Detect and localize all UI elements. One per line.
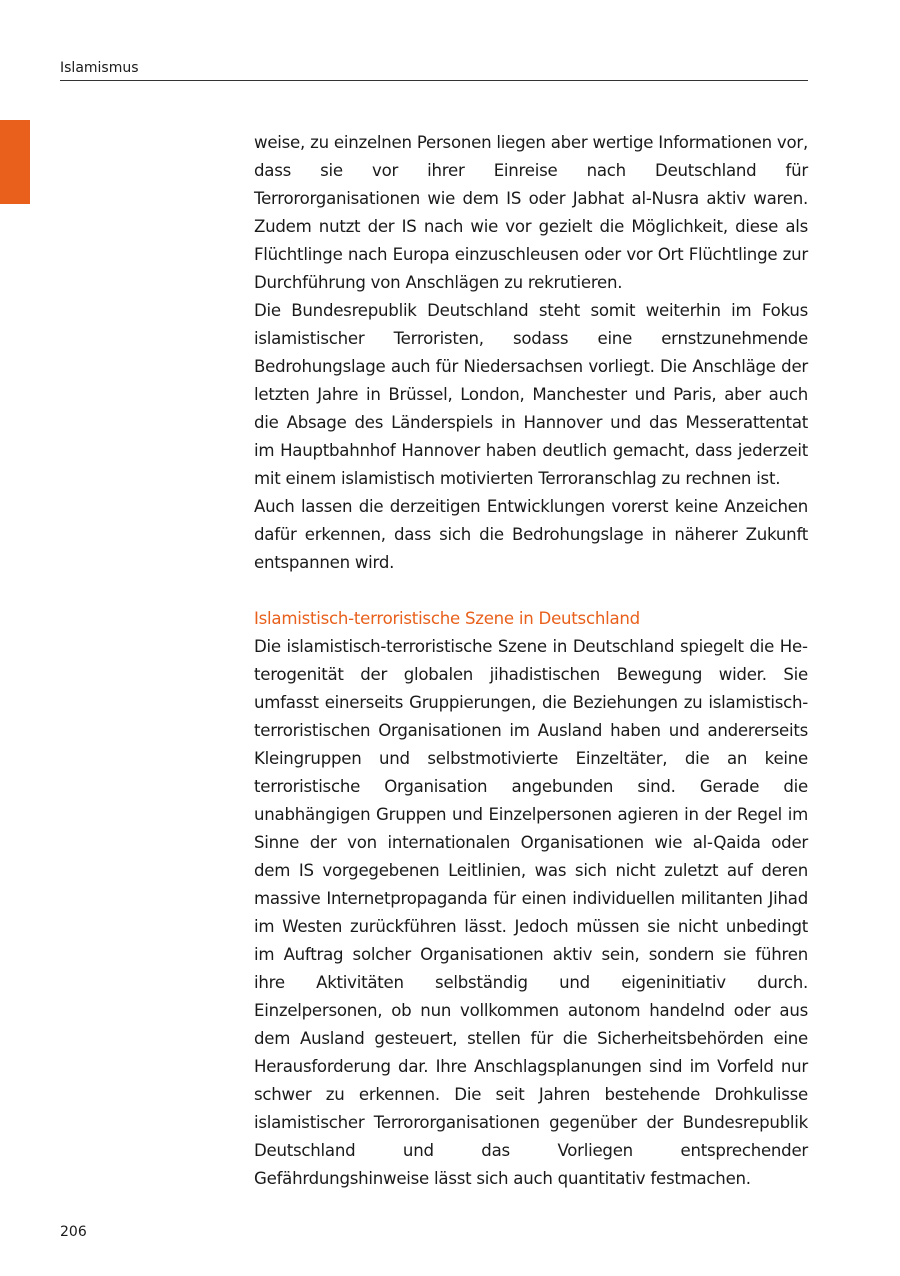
section-paragraph: Die islamistisch-terroristische Szene in Deutschland spiegelt die Heterogenität der globalen jihadistischen Bewegung wider. Sie umfasst einerseits Gruppierungen, die Beziehungen zu islamistisch-terroristischen Organisationen im Ausland haben und andererseits Kleingruppen und selbstmotivierte Einzeltäter, die an keine terroristische Organisation angebunden sind. Gerade die unabhängigen Gruppen und Einzelpersonen agieren in der Regel im Sinne der von internationalen Organisationen wie al-Qaida oder dem IS vorgegebenen Leitlinien, was sich nicht zuletzt auf deren massive Internetpropaganda für einen individuellen militanten Jihad im Westen zurückführen lässt. Jedoch müssen sie nicht unbedingt im Auftrag solcher Organisationen aktiv sein, sondern sie führen ihre Aktivitäten selbständig und eigeninitiativ durch. Einzelpersonen, ob nun vollkommen autonom handelnd oder aus dem Ausland gesteuert, stellen für die Sicherheitsbehörden eine Herausforderung dar. Ihre Anschlagsplanungen sind im Vorfeld nur schwer zu erkennen. Die seit Jahren bestehende Drohkulisse islamistischer Terrororganisationen gegenüber der Bundesrepublik Deutschland und das Vorliegen entsprechender Gefährdungshinweise lässt sich auch quantitativ festmachen. — [254, 637, 808, 1188]
page-number: 206 — [60, 1224, 87, 1240]
body-paragraph-1: weise, zu einzelnen Personen liegen aber wertige Informationen vor, dass sie vor ihrer Einreise nach Deutschland für Terrororganisationen wie dem IS oder Jabhat al-Nusra aktiv waren. Zudem nutzt der IS nach wie vor gezielt die Möglichkeit, diese als Flüchtlinge nach Europa einzuschleusen oder vor Ort Flüchtlinge zur Durchführung von Anschlägen zu rekrutieren. — [254, 133, 808, 292]
chapter-tab-marker — [0, 120, 30, 204]
running-head-title: Islamismus — [60, 60, 139, 76]
header-rule — [60, 80, 808, 81]
section-heading: Islamistisch-terroristische Szene in Deutschland — [254, 609, 640, 628]
body-paragraph-3: Auch lassen die derzeitigen Entwicklungen vorerst keine Anzeichen dafür erkennen, dass sich die Bedrohungslage in näherer Zukunft entspannen wird. — [254, 497, 808, 572]
body-paragraph-2: Die Bundesrepublik Deutschland steht somit weiterhin im Fokus islamistischer Terroristen, sodass eine ernstzunehmende Bedrohungslage auch für Niedersachsen vorliegt. Die Anschläge der letzten Jahre in Brüssel, London, Manchester und Paris, aber auch die Absage des Länderspiels in Hannover und das Messerattentat im Hauptbahnhof Hannover haben deutlich gemacht, dass jederzeit mit einem islamistisch motivierten Terroranschlag zu rechnen ist. — [254, 301, 808, 488]
main-text-column — [254, 129, 808, 1193]
section-spacer — [254, 577, 808, 605]
